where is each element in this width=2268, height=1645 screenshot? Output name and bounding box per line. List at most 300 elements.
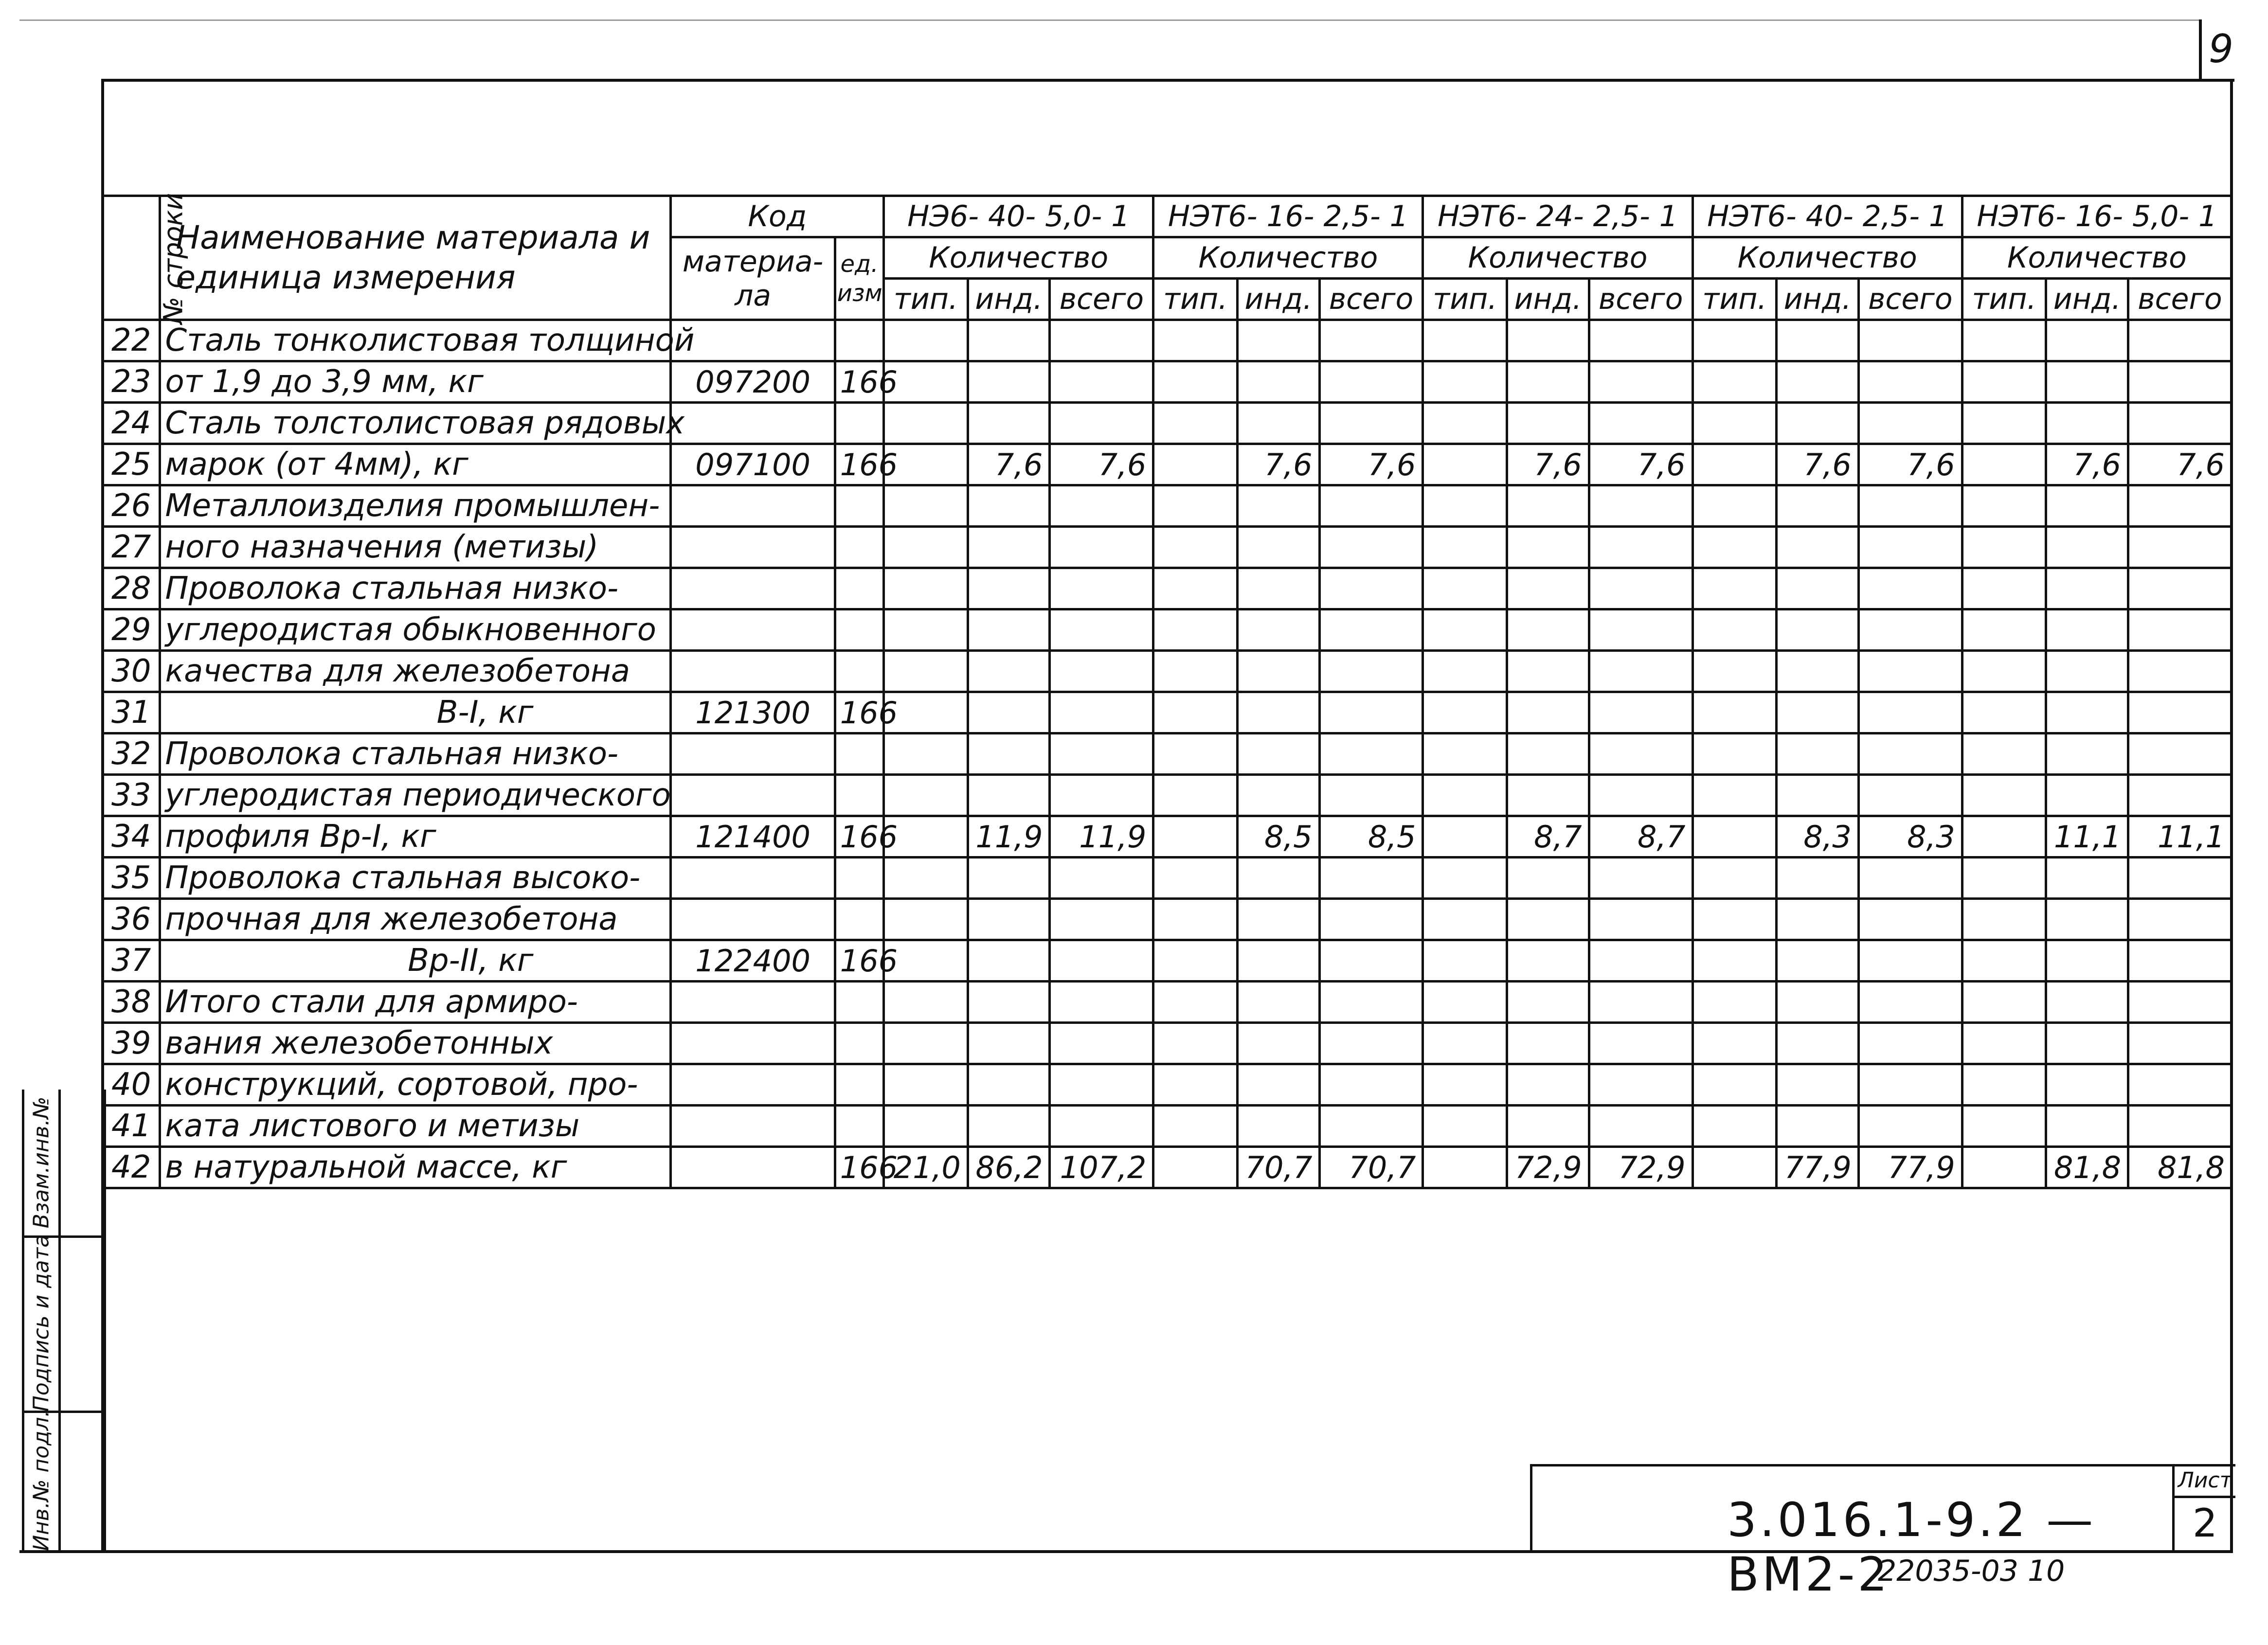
side-stamp-label: Подпись и дата [24, 1235, 61, 1411]
quantity-cell [1050, 775, 1153, 816]
unit-code [835, 858, 883, 899]
quantity-cell [884, 527, 968, 568]
quantity-cell [1777, 651, 1859, 692]
quantity-cell [1692, 899, 1777, 940]
unit-code [835, 899, 883, 940]
row-number: 37 [103, 940, 160, 982]
quantity-cell [1237, 1064, 1319, 1106]
quantity-cell [884, 1023, 968, 1064]
material-code [671, 858, 835, 899]
quantity-cell [1692, 1023, 1777, 1064]
quantity-cell [1692, 1147, 1777, 1188]
quantity-cell [2128, 733, 2232, 775]
header-group-5: НЭТ6- 16- 5,0- 1 [1962, 196, 2232, 237]
quantity-cell [2046, 940, 2128, 982]
quantity-cell [1319, 1023, 1423, 1064]
header-typ: тип. [1423, 279, 1507, 320]
quantity-cell [1962, 527, 2046, 568]
table-row [103, 899, 2232, 940]
material-code [671, 899, 835, 940]
quantity-cell [1777, 775, 1859, 816]
unit-code [835, 1064, 883, 1106]
quantity-cell [1507, 899, 1589, 940]
quantity-cell [968, 609, 1050, 651]
unit-code [835, 485, 883, 527]
quantity-cell [1423, 1023, 1507, 1064]
material-name: Проволока стальная низко- [160, 568, 671, 609]
material-code: 121300 [671, 692, 835, 733]
document-code: 3.016.1-9.2 — ВМ2-2 [1727, 1493, 2096, 1602]
quantity-cell [1589, 940, 1692, 982]
quantity-cell [1050, 692, 1153, 733]
quantity-cell: 8,3 [1858, 816, 1962, 858]
unit-code [835, 568, 883, 609]
quantity-cell [1423, 775, 1507, 816]
unit-code: 166 [835, 1147, 883, 1188]
material-name: ката листового и метизы [160, 1106, 671, 1147]
quantity-cell [1589, 899, 1692, 940]
material-name: от 1,9 до 3,9 мм, кг [160, 361, 671, 403]
table-body [103, 320, 2232, 1188]
quantity-cell [1962, 1064, 2046, 1106]
quantity-cell [968, 940, 1050, 982]
quantity-cell [884, 651, 968, 692]
unit-code: 166 [835, 940, 883, 982]
materials-table [101, 195, 2233, 1189]
quantity-cell [1507, 320, 1589, 361]
quantity-cell [968, 733, 1050, 775]
side-stamp-cell [24, 1411, 104, 1550]
quantity-cell [884, 320, 968, 361]
quantity-cell [1050, 899, 1153, 940]
quantity-cell [968, 775, 1050, 816]
quantity-cell [1050, 858, 1153, 899]
material-code [671, 527, 835, 568]
quantity-cell [1962, 444, 2046, 485]
quantity-cell [2128, 485, 2232, 527]
quantity-cell [1858, 361, 1962, 403]
quantity-cell: 8,5 [1319, 816, 1423, 858]
table-row [103, 1023, 2232, 1064]
quantity-cell [1507, 858, 1589, 899]
quantity-cell [1507, 651, 1589, 692]
quantity-cell [968, 1064, 1050, 1106]
quantity-cell: 11,9 [968, 816, 1050, 858]
quantity-cell [2046, 320, 2128, 361]
material-code [671, 320, 835, 361]
frame-top [101, 79, 2234, 82]
row-number: 22 [103, 320, 160, 361]
quantity-cell [1319, 733, 1423, 775]
quantity-cell [1858, 692, 1962, 733]
quantity-cell [1858, 899, 1962, 940]
quantity-cell [2046, 403, 2128, 444]
side-stamp [22, 1090, 106, 1550]
header-typ: тип. [1153, 279, 1238, 320]
row-number: 25 [103, 444, 160, 485]
materials-table-wrap [101, 195, 2233, 1189]
quantity-cell [1423, 609, 1507, 651]
quantity-cell [884, 485, 968, 527]
quantity-cell [1777, 733, 1859, 775]
quantity-cell: 81,8 [2128, 1147, 2232, 1188]
quantity-cell [1153, 403, 1238, 444]
unit-code [835, 775, 883, 816]
quantity-cell [1153, 361, 1238, 403]
sheet-number: 2 [2193, 1501, 2217, 1546]
quantity-cell [1050, 403, 1153, 444]
quantity-cell [1589, 651, 1692, 692]
material-name: профиля Вр-I, кг [160, 816, 671, 858]
quantity-cell [2128, 361, 2232, 403]
quantity-cell [2046, 1023, 2128, 1064]
material-code: 122400 [671, 940, 835, 982]
quantity-cell [1589, 361, 1692, 403]
row-number: 30 [103, 651, 160, 692]
quantity-cell [1153, 485, 1238, 527]
material-name: В-I, кг [160, 692, 671, 733]
material-name: в натуральной массе, кг [160, 1147, 671, 1188]
material-code [671, 568, 835, 609]
quantity-cell [1589, 692, 1692, 733]
quantity-cell [1319, 651, 1423, 692]
quantity-cell [1153, 444, 1238, 485]
row-number: 34 [103, 816, 160, 858]
header-typ: тип. [1962, 279, 2046, 320]
quantity-cell [1507, 485, 1589, 527]
table-row [103, 320, 2232, 361]
quantity-cell [1319, 403, 1423, 444]
quantity-cell [1589, 609, 1692, 651]
header-ind: инд. [1777, 279, 1859, 320]
quantity-cell [1692, 320, 1777, 361]
material-code [671, 982, 835, 1023]
quantity-cell [1589, 982, 1692, 1023]
quantity-cell [1423, 899, 1507, 940]
quantity-cell [1050, 320, 1153, 361]
quantity-cell [2128, 403, 2232, 444]
quantity-cell [2128, 1023, 2232, 1064]
row-number: 23 [103, 361, 160, 403]
quantity-cell [1962, 361, 2046, 403]
quantity-cell [968, 403, 1050, 444]
quantity-cell [1962, 1147, 2046, 1188]
quantity-cell [1692, 858, 1777, 899]
quantity-cell [1692, 940, 1777, 982]
quantity-cell [1507, 692, 1589, 733]
material-code [671, 1147, 835, 1188]
quantity-cell [2046, 858, 2128, 899]
quantity-cell [1423, 361, 1507, 403]
quantity-cell [1692, 527, 1777, 568]
header-typ: тип. [1692, 279, 1777, 320]
quantity-cell [1153, 568, 1238, 609]
quantity-cell [1423, 1064, 1507, 1106]
header-total: всего [1050, 279, 1153, 320]
quantity-cell [1692, 816, 1777, 858]
page-number-box [2199, 19, 2236, 79]
header-code-sub: материа-ла [671, 237, 835, 320]
row-number: 31 [103, 692, 160, 733]
quantity-cell [968, 568, 1050, 609]
quantity-cell [968, 1023, 1050, 1064]
unit-code [835, 403, 883, 444]
quantity-cell [1962, 858, 2046, 899]
side-stamp-cell [24, 1090, 104, 1238]
quantity-cell [1237, 1106, 1319, 1147]
quantity-cell: 11,1 [2128, 816, 2232, 858]
quantity-cell [1858, 609, 1962, 651]
unit-code [835, 527, 883, 568]
header-ind: инд. [1237, 279, 1319, 320]
table-row [103, 609, 2232, 651]
quantity-cell [2128, 775, 2232, 816]
quantity-cell [1050, 1106, 1153, 1147]
quantity-cell [2046, 361, 2128, 403]
quantity-cell [1962, 485, 2046, 527]
row-number: 29 [103, 609, 160, 651]
quantity-cell [1962, 816, 2046, 858]
quantity-cell [2046, 982, 2128, 1023]
quantity-cell [1423, 485, 1507, 527]
quantity-cell [1962, 403, 2046, 444]
quantity-cell [1319, 1106, 1423, 1147]
quantity-cell [1589, 568, 1692, 609]
quantity-cell [1589, 1064, 1692, 1106]
table-row [103, 1147, 2232, 1188]
quantity-cell [1237, 1023, 1319, 1064]
quantity-cell [968, 858, 1050, 899]
material-code [671, 733, 835, 775]
quantity-cell [2128, 320, 2232, 361]
quantity-cell [1237, 609, 1319, 651]
table-row [103, 775, 2232, 816]
material-code [671, 1064, 835, 1106]
quantity-cell [1589, 485, 1692, 527]
header-total: всего [2128, 279, 2232, 320]
quantity-cell [968, 1106, 1050, 1147]
quantity-cell [1692, 568, 1777, 609]
quantity-cell [1858, 940, 1962, 982]
quantity-cell [1237, 361, 1319, 403]
quantity-cell [884, 1064, 968, 1106]
unit-code [835, 1023, 883, 1064]
material-code [671, 485, 835, 527]
quantity-cell [1050, 1064, 1153, 1106]
quantity-cell [884, 568, 968, 609]
table-row [103, 733, 2232, 775]
quantity-cell [1858, 1023, 1962, 1064]
quantity-cell [1319, 609, 1423, 651]
quantity-cell [1050, 568, 1153, 609]
quantity-cell [2128, 527, 2232, 568]
quantity-cell [1153, 733, 1238, 775]
quantity-cell [1507, 940, 1589, 982]
quantity-cell [1423, 527, 1507, 568]
table-row [103, 816, 2232, 858]
quantity-cell [1692, 403, 1777, 444]
quantity-cell [968, 899, 1050, 940]
quantity-cell [1858, 1064, 1962, 1106]
quantity-cell [1507, 568, 1589, 609]
quantity-cell [1423, 858, 1507, 899]
quantity-cell: 7,6 [1319, 444, 1423, 485]
material-code: 097200 [671, 361, 835, 403]
material-name: вания железобетонных [160, 1023, 671, 1064]
header-ind: инд. [1507, 279, 1589, 320]
quantity-cell [1777, 940, 1859, 982]
quantity-cell [968, 651, 1050, 692]
row-number: 39 [103, 1023, 160, 1064]
unit-code: 166 [835, 692, 883, 733]
quantity-cell [1777, 403, 1859, 444]
quantity-cell [1507, 361, 1589, 403]
quantity-cell [1507, 609, 1589, 651]
quantity-cell [1777, 1023, 1859, 1064]
unit-code [835, 1106, 883, 1147]
quantity-cell [1858, 403, 1962, 444]
quantity-cell [1237, 775, 1319, 816]
quantity-cell [1962, 982, 2046, 1023]
material-name: Итого стали для армиро- [160, 982, 671, 1023]
quantity-cell [968, 320, 1050, 361]
quantity-cell [1319, 982, 1423, 1023]
quantity-cell [1050, 651, 1153, 692]
quantity-cell [1858, 485, 1962, 527]
quantity-cell [1153, 1147, 1238, 1188]
quantity-cell [1050, 485, 1153, 527]
quantity-cell [968, 527, 1050, 568]
quantity-cell [2128, 1064, 2232, 1106]
quantity-cell [1423, 1147, 1507, 1188]
unit-code: 166 [835, 816, 883, 858]
quantity-cell [1777, 1064, 1859, 1106]
row-number: 33 [103, 775, 160, 816]
row-number: 41 [103, 1106, 160, 1147]
quantity-cell [1507, 527, 1589, 568]
quantity-cell [1423, 692, 1507, 733]
row-number: 27 [103, 527, 160, 568]
quantity-cell [1962, 1106, 2046, 1147]
quantity-cell [1589, 1023, 1692, 1064]
material-name: Сталь толстолистовая рядовых [160, 403, 671, 444]
header-quantity-3: Количество [1423, 237, 1692, 279]
quantity-cell [1153, 651, 1238, 692]
table-row [103, 858, 2232, 899]
quantity-cell [1050, 527, 1153, 568]
quantity-cell [884, 858, 968, 899]
quantity-cell [1423, 568, 1507, 609]
quantity-cell: 7,6 [968, 444, 1050, 485]
quantity-cell [1962, 940, 2046, 982]
table-row [103, 403, 2232, 444]
row-number: 38 [103, 982, 160, 1023]
quantity-cell [1319, 568, 1423, 609]
quantity-cell [1153, 609, 1238, 651]
quantity-cell [1153, 1064, 1238, 1106]
quantity-cell [1692, 609, 1777, 651]
quantity-cell [2046, 733, 2128, 775]
quantity-cell [1858, 651, 1962, 692]
quantity-cell: 72,9 [1507, 1147, 1589, 1188]
quantity-cell: 70,7 [1319, 1147, 1423, 1188]
quantity-cell [2046, 899, 2128, 940]
header-row-no: № строки [103, 196, 160, 320]
quantity-cell [2128, 982, 2232, 1023]
quantity-cell [1962, 692, 2046, 733]
quantity-cell [1777, 527, 1859, 568]
quantity-cell [1423, 940, 1507, 982]
table-row [103, 692, 2232, 733]
quantity-cell [1777, 361, 1859, 403]
quantity-cell [1237, 527, 1319, 568]
quantity-cell [1237, 982, 1319, 1023]
quantity-cell [2128, 940, 2232, 982]
quantity-cell [2046, 485, 2128, 527]
material-name: марок (от 4мм), кг [160, 444, 671, 485]
quantity-cell [2128, 609, 2232, 651]
quantity-cell [1423, 1106, 1507, 1147]
material-name: Сталь тонколистовая толщиной [160, 320, 671, 361]
quantity-cell [1692, 651, 1777, 692]
quantity-cell [1692, 444, 1777, 485]
material-name: Проволока стальная высоко- [160, 858, 671, 899]
unit-code [835, 609, 883, 651]
quantity-cell [1692, 1106, 1777, 1147]
quantity-cell: 72,9 [1589, 1147, 1692, 1188]
quantity-cell: 11,1 [2046, 816, 2128, 858]
quantity-cell [2128, 568, 2232, 609]
quantity-cell: 107,2 [1050, 1147, 1153, 1188]
quantity-cell [1589, 858, 1692, 899]
quantity-cell [1319, 361, 1423, 403]
quantity-cell [1507, 1064, 1589, 1106]
quantity-cell [1237, 733, 1319, 775]
header-ind: инд. [2046, 279, 2128, 320]
quantity-cell [1507, 403, 1589, 444]
quantity-cell: 8,7 [1589, 816, 1692, 858]
quantity-cell [968, 485, 1050, 527]
quantity-cell [1423, 320, 1507, 361]
table-row [103, 361, 2232, 403]
quantity-cell [1692, 361, 1777, 403]
quantity-cell: 21,0 [884, 1147, 968, 1188]
quantity-cell [1692, 1064, 1777, 1106]
unit-code [835, 982, 883, 1023]
quantity-cell [1777, 320, 1859, 361]
quantity-cell [1962, 609, 2046, 651]
quantity-cell: 8,5 [1237, 816, 1319, 858]
header-unit: ед. изм [835, 237, 883, 320]
header-total: всего [1319, 279, 1423, 320]
quantity-cell [1589, 527, 1692, 568]
quantity-cell [1423, 403, 1507, 444]
quantity-cell [1050, 733, 1153, 775]
quantity-cell: 8,3 [1777, 816, 1859, 858]
material-name: Металлоизделия промышлен- [160, 485, 671, 527]
quantity-cell [1237, 899, 1319, 940]
quantity-cell [1962, 899, 2046, 940]
material-code [671, 1106, 835, 1147]
side-stamp-cell [24, 1235, 104, 1413]
header-group-1: НЭ6- 40- 5,0- 1 [884, 196, 1153, 237]
footer-code: 22035-03 10 [1878, 1554, 2065, 1588]
sheet-label: Лист [2175, 1466, 2235, 1498]
header-ind: инд. [968, 279, 1050, 320]
table-row [103, 444, 2232, 485]
quantity-cell: 7,6 [1237, 444, 1319, 485]
material-code [671, 775, 835, 816]
